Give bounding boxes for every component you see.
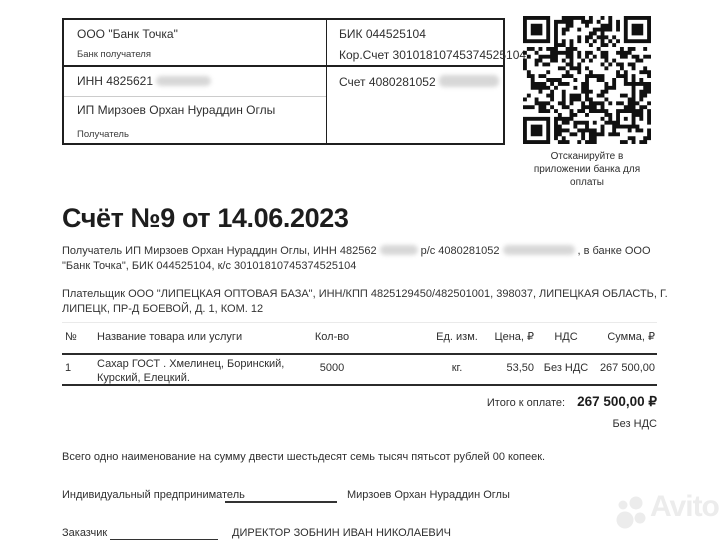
avito-watermark	[614, 490, 720, 536]
recipient-text-part1: Получатель ИП Мирзоев Орхан Нураддин Оглы, ИНН 482562	[62, 245, 377, 257]
item-row-name: Сахар ГОСТ . Хмелинец, Боринский, Курский, Елецкий.	[97, 358, 285, 384]
recipient-paragraph	[62, 244, 668, 274]
qr-code	[523, 16, 651, 144]
signature-label: Заказчик	[62, 527, 108, 539]
redacted-inn	[156, 76, 211, 86]
redacted-account	[439, 75, 499, 87]
payer-paragraph: Плательщик ООО "ЛИПЕЦКАЯ ОПТОВАЯ БАЗА", ИНН/КПП 4825129450/482501001, 398037, ЛИПЕЦКАЯ ОБЛАСТЬ, Г. ЛИПЕЦК, ПР-Д БОЕВОЙ, Д. 1, КОМ. 12	[62, 288, 668, 315]
col-header-unit: Ед. изм.	[436, 331, 478, 343]
vat-note: Без НДС	[612, 418, 657, 430]
invoice-title: Счёт №9 от 14.06.2023	[62, 203, 349, 233]
item-row-vat: Без НДС	[543, 362, 589, 374]
totals-row	[487, 394, 657, 410]
item-row-num: 1	[65, 362, 72, 374]
item-row-sum: 267 500,00	[599, 362, 655, 374]
inn-divider	[64, 96, 326, 97]
recipient-name: ИП Мирзоев Орхан Нураддин Оглы	[77, 103, 276, 117]
col-header-name: Название товара или услуги	[97, 331, 243, 343]
table-row-divider	[64, 65, 503, 67]
item-row-unit: кг.	[451, 362, 463, 374]
signature-line	[225, 501, 337, 503]
col-header-vat: НДС	[554, 331, 578, 343]
amount-in-words: Всего одно наименование на сумму двести шестьдесят семь тысяч пятьсот рублей 00 копеек.	[62, 451, 546, 463]
col-header-price: Цена, ₽	[494, 331, 534, 343]
signature-row-entrepreneur	[62, 489, 662, 505]
signature-name: Мирзоев Орхан Нураддин Оглы	[347, 489, 510, 501]
bank-name: ООО "Банк Точка"	[77, 27, 178, 41]
account-value: Счет 4080281052	[339, 75, 502, 89]
qr-caption: Отсканируйте в приложении банка для оплаты	[533, 151, 641, 188]
redacted-account-inline	[503, 245, 575, 255]
item-row-qty: 5000	[319, 362, 345, 374]
inn-value: ИНН 4825621	[77, 75, 214, 88]
recipient-text-part2: р/с 4080281052	[420, 245, 500, 257]
signature-row-customer	[62, 527, 662, 540]
recipient-label: Получатель	[77, 129, 129, 140]
items-table-header-border	[62, 353, 657, 355]
signature-label: Индивидуальный предприниматель	[62, 489, 245, 501]
redacted-inn-inline	[380, 245, 418, 255]
col-header-qty: Кол-во	[314, 331, 350, 343]
recipient-text-part3: , в банке ООО "Банк Точка", БИК 044525104, к/с 30101810745374525104	[62, 245, 651, 272]
total-label: Итого к оплате:	[486, 397, 566, 409]
corr-account-value: Кор.Счет 30101810745374525104	[339, 48, 527, 62]
bank-requisites-table	[62, 18, 527, 145]
avito-logo-icon	[614, 496, 650, 534]
table-column-divider	[326, 20, 327, 143]
items-table-topline	[62, 322, 657, 323]
items-table	[62, 322, 657, 432]
item-row-price: 53,50	[506, 362, 534, 374]
bik-value: БИК 044525104	[339, 27, 426, 41]
signature-name: ДИРЕКТОР ЗОБНИН ИВАН НИКОЛАЕВИЧ	[232, 527, 452, 539]
col-header-sum: Сумма, ₽	[607, 331, 655, 343]
col-header-num: №	[65, 331, 77, 343]
avito-watermark-text: Avito	[650, 490, 719, 523]
bank-name-label: Банк получателя	[77, 49, 151, 60]
total-value: 267 500,00 ₽	[577, 394, 657, 409]
